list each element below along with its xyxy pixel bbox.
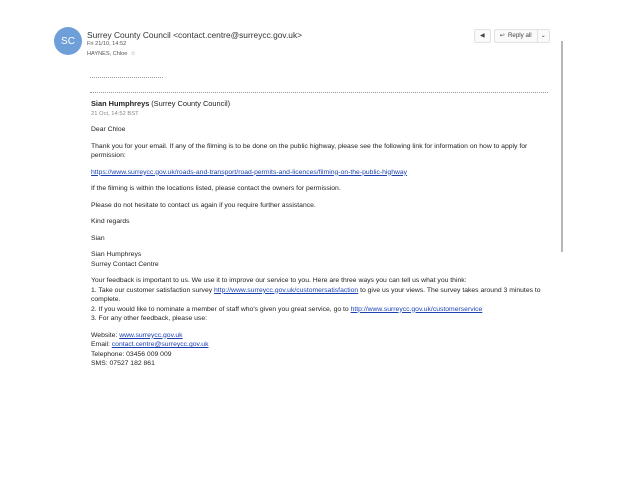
quoted-sender-name: Sian Humphreys <box>91 99 150 108</box>
reply-arrow-icon: ◀ <box>480 32 485 39</box>
quote-divider <box>90 92 548 93</box>
contact-website: Website: www.surreycc.gov.uk <box>91 331 183 339</box>
chevron-down-icon: ⌄ <box>540 32 546 39</box>
greeting: Dear Chloe <box>91 126 126 133</box>
contact-sms: SMS: 07527 182 861 <box>91 360 155 367</box>
feedback-intro: Your feedback is important to us. We use it to improve our service to you. Here are three ways you can tell us what you think: <box>91 277 467 284</box>
quoted-date: 21 Oct, 14:52 BST <box>91 110 139 117</box>
email-link[interactable]: contact.centre@surreycc.gov.uk <box>111 341 209 348</box>
reply-button[interactable] <box>474 29 491 43</box>
recipient-name[interactable]: HAYNES, Chloe <box>87 51 128 57</box>
reply-all-button[interactable] <box>494 29 537 43</box>
message-body <box>91 99 551 369</box>
paragraph-permission: Thank you for your email. If any of the filming is to be done on the public highway, please see the following link for information on how to apply for permission: <box>91 142 528 159</box>
quoted-sender-org: (Surrey County Council) <box>151 99 231 108</box>
reply-all-icon: ↩ <box>499 32 505 39</box>
feedback-item-3: 3. For any other feedback, please use: <box>91 315 207 322</box>
paragraph-assistance: Please do not hesitate to contact us again if you require further assistance. <box>91 201 316 209</box>
collapsed-quote-separator[interactable] <box>90 77 163 78</box>
signature-name: Sian Humphreys <box>91 251 142 258</box>
message-toolbar <box>474 29 553 42</box>
contact-telephone: Telephone: 03456 009 009 <box>91 350 172 358</box>
sent-date: Fri 21/10, 14:52 <box>87 41 127 47</box>
contact-email: Email: contact.centre@surreycc.gov.uk <box>91 341 209 348</box>
sign-first-name: Sian <box>91 234 105 242</box>
signature-team: Surrey Contact Centre <box>91 260 159 268</box>
feedback-item-2: 2. If you would like to nominate a member of staff who's given you great service, go to http://www.surreycc.gov.uk/customerservice <box>91 305 483 313</box>
filming-permit-link[interactable]: https://www.surreycc.gov.uk/roads-and-transport/road-permits-and-licences/filming-on-the-public-highway <box>91 168 408 176</box>
sender-avatar: SC <box>54 27 82 55</box>
customer-satisfaction-link[interactable]: http://www.surreycc.gov.uk/customersatisfaction <box>214 286 359 294</box>
reply-all-label: Reply all <box>507 32 532 39</box>
website-link[interactable]: www.surreycc.gov.uk <box>119 331 183 339</box>
paragraph-locations: If the filming is within the locations listed, please contact the owners for permission. <box>91 185 341 192</box>
sign-off: Kind regards <box>91 218 130 225</box>
customer-service-link[interactable]: http://www.surreycc.gov.uk/customerservice <box>350 305 483 313</box>
scrollbar[interactable] <box>561 41 563 252</box>
recipient-line <box>87 50 136 57</box>
sender-line[interactable]: Surrey County Council <contact.centre@surreycc.gov.uk> <box>87 30 303 40</box>
feedback-item-1: 1. Take our customer satisfaction survey http://www.surreycc.gov.uk/customersatisfaction to give us your views. The survey takes around 3 minutes to complete. <box>91 286 541 303</box>
more-actions-dropdown[interactable] <box>537 29 550 43</box>
recipient-star-icon[interactable]: ☆ <box>130 51 136 57</box>
